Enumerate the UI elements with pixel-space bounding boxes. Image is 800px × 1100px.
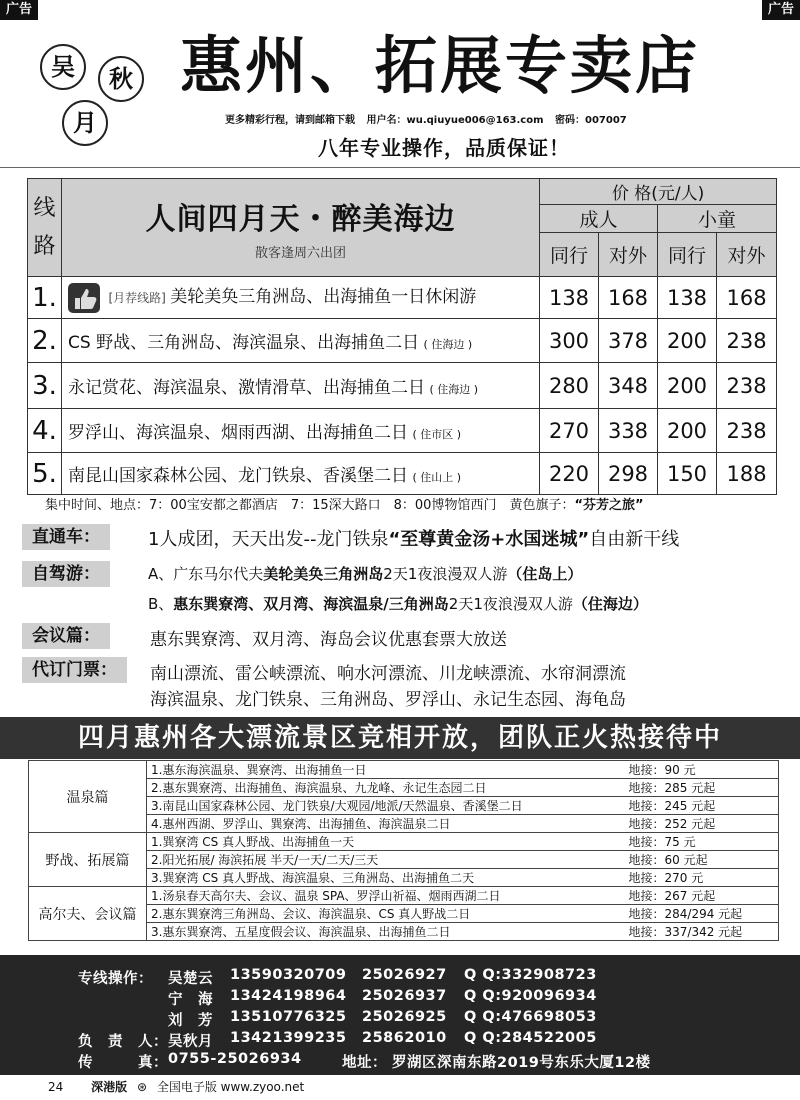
contact-mobile: 13590320709 [230, 967, 347, 983]
child-external-price: 238 [717, 319, 777, 363]
adult-peer-price: 300 [540, 319, 599, 363]
contact-phone: 25026927 [362, 967, 447, 983]
adult-external-price: 378 [599, 319, 658, 363]
ad-label-right: 广告 [762, 0, 800, 20]
child-external-price: 188 [717, 453, 777, 495]
route-title-header [62, 179, 540, 277]
route-name: CS 野战、三角洲岛、海滨温泉、出海捕鱼二日 [68, 333, 420, 353]
route-row [28, 319, 777, 363]
tour-price: 地接：245 元起 [625, 797, 779, 815]
meeting-label: 会议篇： [22, 623, 110, 649]
direct-bus-text: 1人成团，天天出发--龙门铁泉“至尊黄金汤+水国迷城”自由新干线 [148, 529, 680, 550]
meeting-text: 惠东巽寮湾、双月湾、海岛会议优惠套票大放送 [150, 630, 507, 650]
route-description [62, 319, 540, 363]
route-number: 3. [28, 363, 62, 409]
flag-name: “芬芳之旅” [574, 498, 644, 513]
contact-line [225, 111, 635, 126]
child-external-price: 168 [717, 277, 777, 319]
address-text: 罗湖区深南东路2019号东乐大厦12楼 [392, 1055, 651, 1071]
promo-banner: 四月惠州各大漂流景区竞相开放，团队正火热接待中 [0, 717, 800, 759]
route-number: 5. [28, 453, 62, 495]
tour-price: 地接：284/294 元起 [625, 905, 779, 923]
manager-qq: Q Q:284522005 [464, 1030, 597, 1046]
self-drive-option-b: B、惠东巽寮湾、双月湾、海滨温泉/三角洲岛2天1夜浪漫双人游（住海边） [148, 595, 648, 613]
adult-external-price: 168 [599, 277, 658, 319]
tour-price: 地接：285 元起 [625, 779, 779, 797]
contact-qq: Q Q:920096934 [464, 988, 597, 1004]
stay-note: ( 住山上 ) [412, 471, 462, 484]
seal-char: 秋 [98, 56, 144, 102]
slogan: 八年专业操作，品质保证！ [318, 136, 570, 160]
tour-item: 3.巽寮湾 CS 真人野战、海滨温泉、三角洲岛、出海捕鱼二天 [147, 869, 625, 887]
tour-price: 地接：90 元 [625, 761, 779, 779]
table-row [29, 761, 779, 779]
contact-name: 宁 海 [168, 992, 213, 1008]
recommend-tag: [月荐线路] [108, 291, 166, 305]
tour-price: 地接：337/342 元起 [625, 923, 779, 941]
stay-note: ( 住海边 ) [429, 383, 479, 396]
line-header: 线 路 [28, 179, 62, 277]
child-peer-price: 200 [658, 409, 717, 453]
manager-mobile: 13421399235 [230, 1030, 347, 1046]
category-cell: 温泉篇 [29, 761, 147, 833]
route-description [62, 277, 540, 319]
child-peer-price: 200 [658, 363, 717, 409]
route-description [62, 363, 540, 409]
ad-label-left: 广告 [0, 0, 38, 20]
manager-name: 吴秋月 [168, 1034, 213, 1050]
tour-item: 4.惠州西湖、罗浮山、巽寮湾、出海捕鱼、海滨温泉二日 [147, 815, 625, 833]
ticket-line: 南山漂流、雷公峡漂流、响水河漂流、川龙峡漂流、水帘洞漂流 [150, 664, 626, 684]
tour-price: 地接：75 元 [625, 833, 779, 851]
tour-item: 1.惠东海滨温泉、巽寮湾、出海捕鱼一日 [147, 761, 625, 779]
edition-label: 深港版 [91, 1080, 128, 1094]
tour-price: 地接：270 元 [625, 869, 779, 887]
adult-peer-price: 138 [540, 277, 599, 319]
page-number: 24 [48, 1080, 64, 1094]
route-name: 罗浮山、海滨温泉、烟雨西湖、出海捕鱼二日 [68, 423, 408, 443]
child-external-header: 对外 [717, 233, 777, 277]
route-name: 美轮美奂三角洲岛、出海捕鱼一日休闲游 [170, 287, 477, 307]
child-peer-price: 138 [658, 277, 717, 319]
table-row [29, 833, 779, 851]
table-row [29, 887, 779, 905]
child-header: 小童 [658, 205, 777, 233]
route-name: 永记赏花、海滨温泉、激情滑草、出海捕鱼二日 [68, 378, 425, 398]
route-number: 2. [28, 319, 62, 363]
manager-phone: 25862010 [362, 1030, 447, 1046]
contact-mobile: 13510776325 [230, 1009, 347, 1025]
tour-price: 地接：252 元起 [625, 815, 779, 833]
ops-label: 专线操作： [78, 971, 153, 987]
route-title: 人间四月天・醉美海边 [145, 202, 456, 237]
stay-note: ( 住海边 ) [423, 338, 473, 351]
contact-phone: 25026925 [362, 1009, 447, 1025]
child-peer-price: 150 [658, 453, 717, 495]
contact-footer [0, 955, 800, 1075]
tour-price: 地接：267 元起 [625, 887, 779, 905]
globe-icon: ⊛ [136, 1080, 148, 1094]
route-row [28, 277, 777, 319]
manager-label: 负 责 人： [78, 1034, 168, 1050]
seal-char: 月 [62, 100, 108, 146]
route-row [28, 363, 777, 409]
self-drive-label: 自驾游： [22, 561, 110, 587]
contact-qq: Q Q:332908723 [464, 967, 597, 983]
username-text: 用户名：wu.qiuyue006@163.com [366, 115, 544, 126]
route-number: 4. [28, 409, 62, 453]
gathering-text: 集中时间、地点：7：00宝安都之都酒店 7：15深大路口 8：00博物馆西门 黄色旗子： [45, 498, 575, 513]
adult-peer-header: 同行 [540, 233, 599, 277]
self-drive-option-a: A、广东马尔代夫美轮美奂三角洲岛2天1夜浪漫双人游（住岛上） [148, 565, 583, 583]
stay-note: ( 住市区 ) [412, 428, 462, 441]
tour-item: 2.阳光拓展/ 海滨拓展 半天/一天/二天/三天 [147, 851, 625, 869]
child-external-price: 238 [717, 409, 777, 453]
route-subtitle: 散客逢周六出团 [254, 246, 346, 261]
local-tour-table [28, 760, 779, 941]
category-cell: 高尔夫、会议篇 [29, 887, 147, 941]
tour-item: 2.惠东巽寮湾、出海捕鱼、海滨温泉、九龙峰、永记生态园二日 [147, 779, 625, 797]
fax-number: 0755-25026934 [168, 1051, 302, 1067]
gathering-info [45, 494, 644, 513]
route-row [28, 409, 777, 453]
adult-external-header: 对外 [599, 233, 658, 277]
child-peer-price: 200 [658, 319, 717, 363]
category-cell: 野战、拓展篇 [29, 833, 147, 887]
tour-item: 3.南昆山国家森林公园、龙门铁泉/大观园/地派/天然温泉、香溪堡二日 [147, 797, 625, 815]
contact-name: 吴楚云 [168, 971, 213, 987]
tour-item: 3.惠东巽寮湾、五星度假会议、海滨温泉、出海捕鱼二日 [147, 923, 625, 941]
route-description [62, 453, 540, 495]
site-link: 全国电子版 www.zyoo.net [156, 1080, 305, 1094]
price-header: 价 格(元/人) [540, 179, 777, 205]
header [0, 0, 800, 168]
adult-external-price: 348 [599, 363, 658, 409]
adult-peer-price: 280 [540, 363, 599, 409]
tour-price: 地接：60 元起 [625, 851, 779, 869]
contact-mobile: 13424198964 [230, 988, 347, 1004]
route-name: 南昆山国家森林公园、龙门铁泉、香溪堡二日 [68, 466, 408, 486]
store-title: 惠州、拓展专卖店 [180, 29, 701, 102]
seal-char: 吴 [40, 44, 86, 90]
tour-item: 1.汤泉春天高尔夫、会议、温泉 SPA、罗浮山祈福、烟雨西湖二日 [147, 887, 625, 905]
route-number: 1. [28, 277, 62, 319]
contact-name: 刘 芳 [168, 1013, 213, 1029]
child-external-price: 238 [717, 363, 777, 409]
routes-table [27, 178, 777, 495]
adult-external-price: 338 [599, 409, 658, 453]
adult-peer-price: 270 [540, 409, 599, 453]
more-info-text: 更多精彩行程，请到邮箱下载 [225, 115, 355, 126]
tour-item: 2.惠东巽寮湾三角洲岛、会议、海滨温泉、CS 真人野战二日 [147, 905, 625, 923]
adult-peer-price: 220 [540, 453, 599, 495]
password-text: 密码：007007 [555, 115, 627, 126]
adult-header: 成人 [540, 205, 658, 233]
contact-qq: Q Q:476698053 [464, 1009, 597, 1025]
thumbs-up-icon [68, 283, 100, 313]
ticket-line: 海滨温泉、龙门铁泉、三角洲岛、罗浮山、永记生态园、海龟岛 [150, 690, 626, 710]
ticket-label: 代订门票： [22, 657, 127, 683]
page-footer [0, 1075, 800, 1100]
contact-phone: 25026937 [362, 988, 447, 1004]
fax-label: 传 真： [78, 1055, 168, 1071]
adult-external-price: 298 [599, 453, 658, 495]
route-description [62, 409, 540, 453]
route-row [28, 453, 777, 495]
direct-bus-label: 直通车： [22, 524, 110, 550]
tour-item: 1.巽寮湾 CS 真人野战、出海捕鱼一天 [147, 833, 625, 851]
child-peer-header: 同行 [658, 233, 717, 277]
address-label: 地址： [342, 1055, 387, 1071]
